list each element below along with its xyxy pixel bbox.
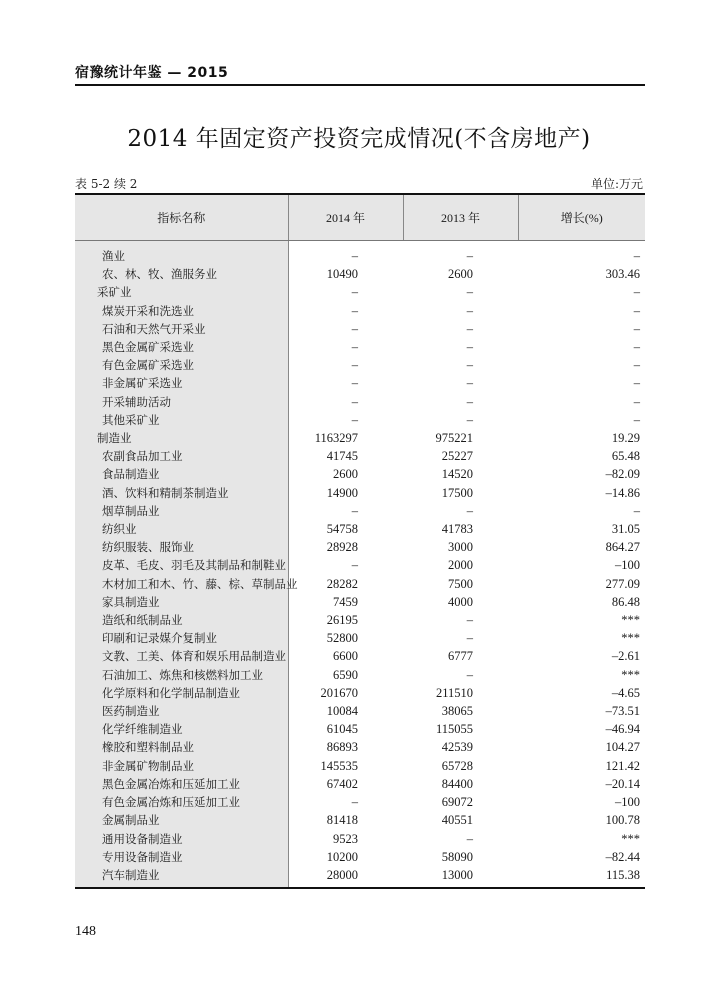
row-indicator-name: 化学原料和化学制品制造业 bbox=[75, 684, 288, 702]
value-2014: – bbox=[351, 412, 358, 427]
row-indicator-name: 石油加工、炼焦和核燃料加工业 bbox=[75, 666, 288, 684]
table-row bbox=[75, 647, 645, 665]
value-2013: 84400 bbox=[441, 776, 473, 791]
row-indicator-name: 有色金属冶炼和压延加工业 bbox=[75, 793, 288, 811]
row-indicator-name: 非金属矿采选业 bbox=[75, 374, 288, 392]
table-row bbox=[75, 666, 645, 684]
growth-percent: –14.86 bbox=[605, 485, 640, 500]
value-2013: – bbox=[466, 285, 473, 300]
growth-percent: – bbox=[633, 412, 640, 427]
growth-percent: – bbox=[633, 394, 640, 409]
growth-percent: –46.94 bbox=[605, 722, 640, 737]
value-2013: 41783 bbox=[441, 522, 473, 537]
value-2014: 2600 bbox=[333, 467, 358, 482]
value-2013: 14520 bbox=[441, 467, 473, 482]
row-indicator-name: 渔业 bbox=[75, 241, 288, 266]
value-2013: 7500 bbox=[448, 576, 473, 591]
table-row bbox=[75, 738, 645, 756]
value-2013: – bbox=[466, 503, 473, 518]
growth-percent: 100.78 bbox=[605, 813, 640, 828]
growth-percent: 86.48 bbox=[611, 594, 640, 609]
table-row bbox=[75, 848, 645, 866]
growth-percent: 277.09 bbox=[605, 576, 640, 591]
table-row bbox=[75, 811, 645, 829]
table-row bbox=[75, 866, 645, 888]
table-row bbox=[75, 356, 645, 374]
value-2013: – bbox=[466, 613, 473, 628]
table-id: 表 5-2 续 2 bbox=[75, 177, 138, 191]
growth-percent: –82.09 bbox=[605, 467, 640, 482]
table-row bbox=[75, 793, 645, 811]
value-2013: 2600 bbox=[448, 267, 473, 282]
growth-percent: –100 bbox=[615, 795, 640, 810]
growth-percent: *** bbox=[621, 613, 640, 628]
value-2013: – bbox=[466, 831, 473, 846]
table-row bbox=[75, 611, 645, 629]
value-2014: 201670 bbox=[320, 685, 358, 700]
value-2013: – bbox=[466, 321, 473, 336]
value-2013: – bbox=[466, 249, 473, 263]
value-2014: – bbox=[351, 285, 358, 300]
growth-percent: – bbox=[633, 285, 640, 300]
value-2013: 25227 bbox=[441, 449, 473, 464]
table-row bbox=[75, 538, 645, 556]
value-2014: 67402 bbox=[326, 776, 358, 791]
value-2014: – bbox=[351, 558, 358, 573]
value-2014: – bbox=[351, 249, 358, 263]
value-2014: 9523 bbox=[333, 831, 358, 846]
row-indicator-name: 木材加工和木、竹、藤、棕、草制品业 bbox=[75, 575, 288, 593]
growth-percent: –82.44 bbox=[605, 849, 640, 864]
table-row bbox=[75, 830, 645, 848]
row-indicator-name: 烟草制品业 bbox=[75, 502, 288, 520]
growth-percent: – bbox=[633, 249, 640, 263]
value-2014: 28000 bbox=[288, 866, 403, 888]
value-2014: 41745 bbox=[326, 449, 358, 464]
row-indicator-name: 其他采矿业 bbox=[75, 411, 288, 429]
value-2013: 211510 bbox=[435, 685, 473, 700]
row-indicator-name: 印刷和记录媒介复制业 bbox=[75, 629, 288, 647]
row-indicator-name: 黑色金属矿采选业 bbox=[75, 338, 288, 356]
row-indicator-name: 文教、工美、体育和娱乐用品制造业 bbox=[75, 647, 288, 665]
value-2014: 10084 bbox=[326, 704, 358, 719]
growth-percent: – bbox=[633, 358, 640, 373]
row-indicator-name: 家具制造业 bbox=[75, 593, 288, 611]
table-body bbox=[75, 241, 645, 889]
value-2014: – bbox=[351, 376, 358, 391]
growth-percent: –73.51 bbox=[605, 704, 640, 719]
growth-percent: – bbox=[633, 503, 640, 518]
growth-percent: 121.42 bbox=[605, 758, 640, 773]
row-indicator-name: 化学纤维制造业 bbox=[75, 720, 288, 738]
table-row bbox=[75, 411, 645, 429]
table-row bbox=[75, 520, 645, 538]
column-header-growth: 增长(%) bbox=[518, 194, 645, 241]
table-row bbox=[75, 684, 645, 702]
growth-percent: –100 bbox=[615, 558, 640, 573]
row-indicator-name: 汽车制造业 bbox=[75, 866, 288, 888]
value-2014: – bbox=[351, 358, 358, 373]
row-indicator-name: 皮革、毛皮、羽毛及其制品和制鞋业 bbox=[75, 556, 288, 574]
value-2013: 2000 bbox=[448, 558, 473, 573]
table-row bbox=[75, 302, 645, 320]
growth-percent: –4.65 bbox=[611, 685, 640, 700]
value-2014: 10490 bbox=[326, 267, 358, 282]
statistics-table bbox=[75, 193, 645, 889]
value-2014: – bbox=[351, 503, 358, 518]
value-2014: – bbox=[351, 394, 358, 409]
table-row bbox=[75, 556, 645, 574]
value-2014: 54758 bbox=[326, 522, 358, 537]
value-2014: – bbox=[351, 303, 358, 318]
growth-percent: 115.38 bbox=[518, 866, 645, 888]
table-row bbox=[75, 338, 645, 356]
growth-percent: *** bbox=[621, 831, 640, 846]
row-indicator-name: 非金属矿物制品业 bbox=[75, 757, 288, 775]
column-header-2014: 2014 年 bbox=[288, 194, 403, 241]
row-indicator-name: 医药制造业 bbox=[75, 702, 288, 720]
row-indicator-name: 橡胶和塑料制品业 bbox=[75, 738, 288, 756]
column-header-2013: 2013 年 bbox=[403, 194, 518, 241]
statistics-table-wrapper bbox=[75, 193, 645, 889]
header-rule bbox=[75, 84, 645, 86]
table-row bbox=[75, 629, 645, 647]
row-indicator-name: 纺织服装、服饰业 bbox=[75, 538, 288, 556]
row-indicator-name: 煤炭开采和洗选业 bbox=[75, 302, 288, 320]
value-2013: 115055 bbox=[435, 722, 473, 737]
value-2013: 6777 bbox=[448, 649, 473, 664]
table-row bbox=[75, 720, 645, 738]
value-2013: 13000 bbox=[403, 866, 518, 888]
row-indicator-name: 有色金属矿采选业 bbox=[75, 356, 288, 374]
growth-percent: 303.46 bbox=[605, 267, 640, 282]
value-2014: 81418 bbox=[326, 813, 358, 828]
table-header-row bbox=[75, 194, 645, 241]
running-head: 宿豫统计年鉴 — 2015 bbox=[75, 65, 229, 81]
table-row bbox=[75, 320, 645, 338]
page-number: 148 bbox=[75, 924, 96, 939]
growth-percent: 65.48 bbox=[611, 449, 640, 464]
value-2014: – bbox=[351, 795, 358, 810]
growth-percent: 864.27 bbox=[605, 540, 640, 555]
value-2014: 28928 bbox=[326, 540, 358, 555]
value-2014: 52800 bbox=[326, 631, 358, 646]
table-row bbox=[75, 502, 645, 520]
table-row bbox=[75, 593, 645, 611]
row-indicator-name: 开采辅助活动 bbox=[75, 393, 288, 411]
growth-percent: – bbox=[633, 303, 640, 318]
value-2013: – bbox=[466, 340, 473, 355]
row-indicator-name: 金属制品业 bbox=[75, 811, 288, 829]
value-2014: 6600 bbox=[333, 649, 358, 664]
row-indicator-name: 食品制造业 bbox=[75, 465, 288, 483]
table-row bbox=[75, 429, 645, 447]
value-2013: 4000 bbox=[448, 594, 473, 609]
row-indicator-name: 纺织业 bbox=[75, 520, 288, 538]
row-indicator-name: 酒、饮料和精制茶制造业 bbox=[75, 484, 288, 502]
table-row bbox=[75, 374, 645, 392]
value-2014: 7459 bbox=[333, 594, 358, 609]
value-2013: 58090 bbox=[441, 849, 473, 864]
value-2013: 3000 bbox=[448, 540, 473, 555]
table-row bbox=[75, 265, 645, 283]
table-row bbox=[75, 447, 645, 465]
value-2014: 26195 bbox=[326, 613, 358, 628]
value-2013: – bbox=[466, 358, 473, 373]
value-2014: 6590 bbox=[333, 667, 358, 682]
table-row bbox=[75, 775, 645, 793]
value-2013: – bbox=[466, 394, 473, 409]
table-row bbox=[75, 702, 645, 720]
table-row bbox=[75, 575, 645, 593]
growth-percent: 31.05 bbox=[611, 522, 640, 537]
value-2014: 1163297 bbox=[314, 431, 358, 446]
row-indicator-name: 农副食品加工业 bbox=[75, 447, 288, 465]
value-2014: 10200 bbox=[326, 849, 358, 864]
growth-percent: – bbox=[633, 376, 640, 391]
row-indicator-name: 造纸和纸制品业 bbox=[75, 611, 288, 629]
growth-percent: – bbox=[633, 321, 640, 336]
table-row bbox=[75, 241, 645, 266]
page-title: 2014 年固定资产投资完成情况(不含房地产) bbox=[127, 126, 591, 152]
row-indicator-name: 通用设备制造业 bbox=[75, 830, 288, 848]
table-row bbox=[75, 393, 645, 411]
table-row bbox=[75, 484, 645, 502]
table-row bbox=[75, 465, 645, 483]
value-2014: 14900 bbox=[326, 485, 358, 500]
value-2014: – bbox=[351, 321, 358, 336]
value-2013: – bbox=[466, 303, 473, 318]
row-indicator-name: 黑色金属冶炼和压延加工业 bbox=[75, 775, 288, 793]
row-indicator-name: 农、林、牧、渔服务业 bbox=[75, 265, 288, 283]
row-indicator-name: 制造业 bbox=[75, 429, 288, 447]
value-2013: 69072 bbox=[441, 795, 473, 810]
growth-percent: –20.14 bbox=[605, 776, 640, 791]
value-2014: 145535 bbox=[320, 758, 358, 773]
row-indicator-name: 石油和天然气开采业 bbox=[75, 320, 288, 338]
value-2013: – bbox=[466, 412, 473, 427]
value-2013: 42539 bbox=[441, 740, 473, 755]
table-row bbox=[75, 283, 645, 301]
growth-percent: *** bbox=[621, 631, 640, 646]
column-header-indicator: 指标名称 bbox=[75, 194, 288, 241]
row-indicator-name: 采矿业 bbox=[75, 283, 288, 301]
value-2014: 86893 bbox=[326, 740, 358, 755]
growth-percent: *** bbox=[621, 667, 640, 682]
value-2013: 38065 bbox=[441, 704, 473, 719]
value-2014: 28282 bbox=[326, 576, 358, 591]
growth-percent: 19.29 bbox=[611, 431, 640, 446]
table-row bbox=[75, 757, 645, 775]
unit-label: 单位:万元 bbox=[590, 177, 643, 191]
row-indicator-name: 专用设备制造业 bbox=[75, 848, 288, 866]
value-2013: 975221 bbox=[435, 431, 473, 446]
value-2013: – bbox=[466, 376, 473, 391]
value-2013: – bbox=[466, 631, 473, 646]
value-2014: – bbox=[351, 340, 358, 355]
growth-percent: 104.27 bbox=[605, 740, 640, 755]
value-2013: 40551 bbox=[441, 813, 473, 828]
value-2014: 61045 bbox=[326, 722, 358, 737]
value-2013: 17500 bbox=[441, 485, 473, 500]
growth-percent: –2.61 bbox=[611, 649, 640, 664]
value-2013: 65728 bbox=[441, 758, 473, 773]
value-2013: – bbox=[466, 667, 473, 682]
growth-percent: – bbox=[633, 340, 640, 355]
